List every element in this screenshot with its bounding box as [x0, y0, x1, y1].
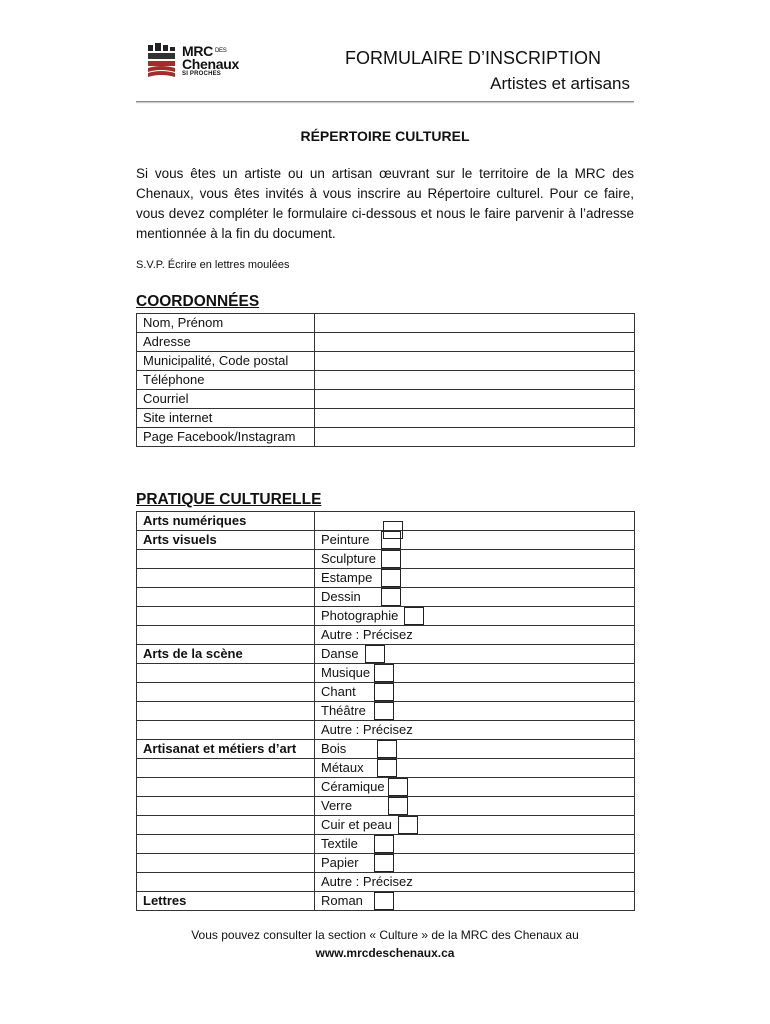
- pratique-option-label: Céramique: [321, 779, 385, 794]
- pratique-option-label: Verre: [321, 798, 353, 813]
- section-title: RÉPERTOIRE CULTUREL: [300, 128, 470, 144]
- checkbox[interactable]: [398, 816, 418, 834]
- footer-url-link[interactable]: www.mrcdeschenaux.ca: [315, 946, 455, 960]
- pratique-row: [137, 797, 635, 816]
- checkbox[interactable]: [377, 759, 397, 777]
- coord-row: [137, 371, 635, 390]
- pratique-category: [137, 778, 315, 797]
- pratique-option-label: Peinture: [321, 532, 370, 547]
- pratique-row: [137, 626, 635, 645]
- pratique-option-label: Métaux: [321, 760, 364, 775]
- pratique-option-cell: [315, 778, 635, 797]
- pratique-option-label: Roman: [321, 893, 363, 908]
- pratique-option-label: Chant: [321, 684, 356, 699]
- coord-field-label: Page Facebook/Instagram: [137, 428, 315, 447]
- pratique-row: [137, 588, 635, 607]
- pratique-option-cell: [315, 892, 635, 911]
- pratique-option-cell: [315, 759, 635, 778]
- pratique-row: [137, 645, 635, 664]
- form-title: FORMULAIRE D’INSCRIPTION: [344, 48, 601, 68]
- pratique-row: [137, 531, 635, 550]
- pratique-category: Arts numériques: [137, 512, 315, 531]
- coord-row: [137, 428, 635, 447]
- pratique-category: [137, 835, 315, 854]
- pratique-heading: PRATIQUE CULTURELLE: [136, 491, 322, 508]
- pratique-table: [136, 511, 635, 911]
- checkbox[interactable]: [374, 702, 394, 720]
- pratique-category: [137, 664, 315, 683]
- pratique-row: [137, 873, 635, 892]
- coord-field-label: Municipalité, Code postal: [137, 352, 315, 371]
- coord-field-input[interactable]: [315, 371, 635, 390]
- pratique-option-cell: [315, 797, 635, 816]
- pratique-option-label: Cuir et peau: [321, 817, 392, 832]
- pratique-option-cell: [315, 683, 635, 702]
- logo-tagline: SI PROCHES: [182, 71, 222, 77]
- pratique-row: [137, 721, 635, 740]
- checkbox[interactable]: [381, 588, 401, 606]
- pratique-category: [137, 683, 315, 702]
- pratique-category: Lettres: [137, 892, 315, 911]
- pratique-option-cell: [315, 740, 635, 759]
- checkbox[interactable]: [377, 740, 397, 758]
- pratique-category: [137, 854, 315, 873]
- pratique-row: [137, 816, 635, 835]
- pratique-row: [137, 892, 635, 911]
- pratique-row: [137, 759, 635, 778]
- block-letters-note: S.V.P. Écrire en lettres moulées: [136, 259, 290, 271]
- coord-field-label: Téléphone: [137, 371, 315, 390]
- pratique-category: [137, 721, 315, 740]
- pratique-option-cell: [315, 702, 635, 721]
- pratique-option-cell: [315, 873, 635, 892]
- pratique-category: [137, 759, 315, 778]
- pratique-option-cell: [315, 588, 635, 607]
- pratique-row: [137, 702, 635, 721]
- coord-row: [137, 314, 635, 333]
- logo-text-chenaux: Chenaux: [182, 56, 240, 72]
- checkbox[interactable]: [374, 892, 394, 910]
- pratique-option-label: Sculpture: [321, 551, 376, 566]
- pratique-row: [137, 854, 635, 873]
- pratique-option-cell: [315, 645, 635, 664]
- coord-field-label: Nom, Prénom: [137, 314, 315, 333]
- pratique-row: [137, 683, 635, 702]
- pratique-category: [137, 702, 315, 721]
- pratique-option-cell: [315, 512, 635, 531]
- pratique-row: [137, 664, 635, 683]
- pratique-option-label: Autre : Précisez: [321, 874, 413, 889]
- checkbox[interactable]: [388, 778, 408, 796]
- coordonnees-heading: COORDONNÉES: [136, 293, 260, 310]
- pratique-category: [137, 588, 315, 607]
- coord-field-label: Adresse: [137, 333, 315, 352]
- checkbox[interactable]: [374, 664, 394, 682]
- pratique-row: [137, 778, 635, 797]
- pratique-category: [137, 816, 315, 835]
- coord-row: [137, 333, 635, 352]
- pratique-category: [137, 569, 315, 588]
- pratique-option-label: Papier: [321, 855, 359, 870]
- pratique-option-label: Dessin: [321, 589, 361, 604]
- pratique-option-cell: [315, 721, 635, 740]
- checkbox[interactable]: [388, 797, 408, 815]
- form-subtitle: Artistes et artisans: [490, 74, 630, 93]
- pratique-row: [137, 835, 635, 854]
- pratique-option-cell: [315, 550, 635, 569]
- pratique-option-label: Danse: [321, 646, 359, 661]
- coord-field-input[interactable]: [315, 390, 635, 409]
- pratique-category: Artisanat et métiers d’art: [137, 740, 315, 759]
- pratique-option-label: Musique: [321, 665, 371, 680]
- checkbox[interactable]: [374, 835, 394, 853]
- coord-row: [137, 352, 635, 371]
- pratique-category: Arts visuels: [137, 531, 315, 550]
- header-divider: [136, 101, 634, 102]
- coordonnees-table: [136, 313, 635, 447]
- pratique-row: [137, 740, 635, 759]
- pratique-category: [137, 607, 315, 626]
- checkbox[interactable]: [365, 645, 385, 663]
- coord-field-input[interactable]: [315, 409, 635, 428]
- checkbox[interactable]: [381, 531, 401, 549]
- pratique-row: [137, 569, 635, 588]
- checkbox[interactable]: [374, 683, 394, 701]
- pratique-category: [137, 873, 315, 892]
- pratique-option-label: Autre : Précisez: [321, 722, 413, 737]
- pratique-category: [137, 626, 315, 645]
- pratique-option-label: Autre : Précisez: [321, 627, 413, 642]
- mrc-logo: [146, 42, 246, 82]
- pratique-category: [137, 550, 315, 569]
- mrc-logo-mark-icon: [146, 42, 178, 80]
- pratique-option-cell: [315, 854, 635, 873]
- checkbox[interactable]: [374, 854, 394, 872]
- coord-row: [137, 409, 635, 428]
- pratique-option-cell: [315, 626, 635, 645]
- pratique-option-cell: [315, 531, 635, 550]
- checkbox[interactable]: [381, 569, 401, 587]
- pratique-option-label: Textile: [321, 836, 358, 851]
- coord-field-input[interactable]: [315, 352, 635, 371]
- pratique-row: [137, 550, 635, 569]
- coord-field-label: Courriel: [137, 390, 315, 409]
- coord-field-input[interactable]: [315, 428, 635, 447]
- footer-text: Vous pouvez consulter la section « Culture » de la MRC des Chenaux au: [191, 928, 579, 942]
- logo-text-mrc: MRC $^{DES}$: [182, 43, 227, 59]
- pratique-option-cell: [315, 607, 635, 626]
- coord-field-input[interactable]: [315, 333, 635, 352]
- intro-paragraph: Si vous êtes un artiste ou un artisan œuvrant sur le territoire de la MRC des Chenaux, vous êtes invités à vous inscrire au Répertoire culturel. Pour ce faire, vous devez compléter le formulaire ci-dessous et nous le faire parvenir à l’adresse mentionnée à la fin du document.: [136, 166, 634, 241]
- coord-field-label: Site internet: [137, 409, 315, 428]
- checkbox[interactable]: [404, 607, 424, 625]
- coord-row: [137, 390, 635, 409]
- pratique-option-cell: [315, 664, 635, 683]
- pratique-option-cell: [315, 835, 635, 854]
- pratique-category: Arts de la scène: [137, 645, 315, 664]
- checkbox[interactable]: [381, 550, 401, 568]
- pratique-option-cell: [315, 816, 635, 835]
- pratique-option-label: Bois: [321, 741, 347, 756]
- coord-field-input[interactable]: [315, 314, 635, 333]
- pratique-category: [137, 797, 315, 816]
- pratique-option-cell: [315, 569, 635, 588]
- pratique-option-label: Théâtre: [321, 703, 366, 718]
- pratique-option-label: Photographie: [321, 608, 399, 623]
- pratique-row: [137, 607, 635, 626]
- pratique-option-label: Estampe: [321, 570, 373, 585]
- pratique-row: [137, 512, 635, 531]
